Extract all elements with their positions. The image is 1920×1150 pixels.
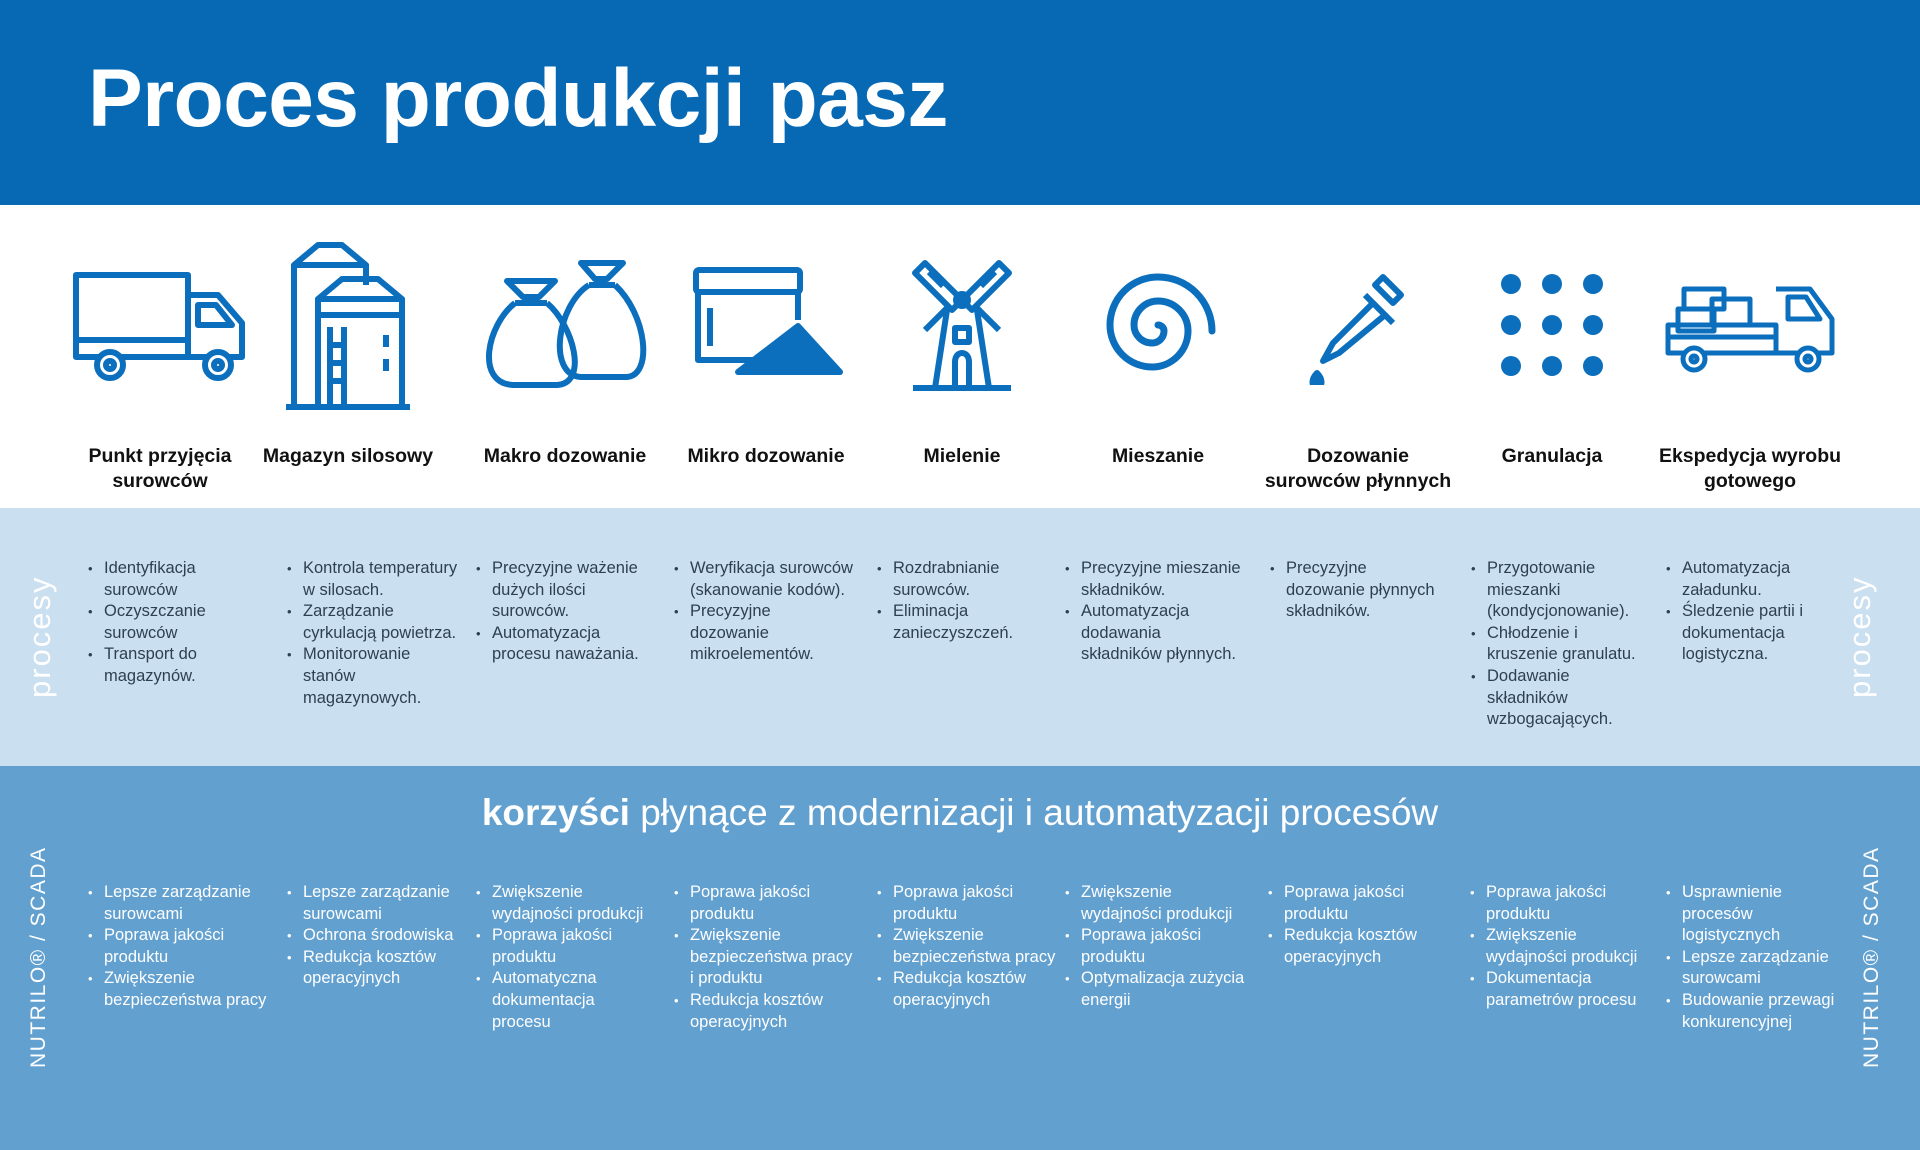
page-title: Proces produkcji pasz — [88, 53, 948, 144]
list-item: • Redukcja kosztów operacyjnych — [1268, 925, 1448, 968]
list-item: • Zwiększenie wydajności produkcji — [1470, 925, 1650, 968]
step-title: Dozowanie surowców płynnych — [1264, 445, 1452, 492]
procesy-list — [1471, 558, 1651, 731]
list-item: • Poprawa jakości produktu — [1065, 925, 1245, 968]
dropper-icon — [1260, 225, 1456, 425]
step-makro-dozowanie — [467, 205, 663, 508]
step-title: Granulacja — [1501, 445, 1603, 467]
benefits-heading-rest: płynące z modernizacji i automatyzacji procesów — [629, 792, 1439, 833]
list-item: • Weryfikacja surowców (skanowanie kodów). — [674, 558, 854, 601]
procesy-side-label-right: procesy — [1842, 575, 1877, 698]
step-ekspedycja — [1652, 205, 1848, 508]
nutrilo-side-label-left: NUTRILO® / SCADA — [27, 846, 50, 1068]
list-item: • Lepsze zarządzanie surowcami — [1666, 947, 1846, 990]
truck-icon — [62, 225, 258, 425]
list-item: • Monitorowanie stanów magazynowych. — [287, 644, 467, 709]
step-title: Mikro dozowanie — [687, 445, 845, 467]
benefits-heading-bold: korzyści — [481, 792, 630, 833]
sacks-icon — [467, 225, 663, 425]
list-item: • Rozdrabnianie surowców. — [877, 558, 1057, 601]
list-item: • Chłodzenie i kruszenie granulatu. — [1471, 623, 1651, 666]
list-item: • Precyzyjne mieszanie składników. — [1065, 558, 1245, 601]
step-mielenie — [864, 205, 1060, 508]
list-item: • Poprawa jakości produktu — [476, 925, 656, 968]
list-item: • Automatyczna dokumentacja procesu — [476, 968, 656, 1033]
benefits-section — [0, 766, 1920, 1150]
step-mieszanie — [1060, 205, 1256, 508]
step-dozowanie-plynnych — [1260, 205, 1456, 508]
step-mikro-dozowanie — [668, 205, 864, 508]
benefits-list — [1470, 882, 1650, 1012]
benefits-list — [1666, 882, 1846, 1033]
list-item: • Poprawa jakości produktu — [1470, 882, 1650, 925]
procesy-list — [877, 558, 1057, 644]
list-item: • Zwiększenie wydajności produkcji — [476, 882, 656, 925]
nutrilo-side-label-right: NUTRILO® / SCADA — [1860, 846, 1883, 1068]
benefits-list — [877, 882, 1057, 1012]
list-item: • Optymalizacja zużycia energii — [1065, 968, 1245, 1011]
list-item: • Lepsze zarządzanie surowcami — [287, 882, 467, 925]
list-item: • Poprawa jakości produktu — [88, 925, 268, 968]
procesy-side-label-left: procesy — [22, 575, 57, 698]
benefits-list — [674, 882, 854, 1033]
list-item: • Identyfikacja surowców — [88, 558, 268, 601]
procesy-list — [674, 558, 854, 666]
step-granulacja — [1454, 205, 1650, 508]
header-banner — [0, 0, 1920, 205]
step-punkt-przyjecia — [62, 205, 258, 508]
list-item: • Poprawa jakości produktu — [877, 882, 1057, 925]
step-title: Ekspedycja wyrobu gotowego — [1658, 445, 1842, 492]
step-title: Punkt przyjęcia surowców — [88, 445, 232, 492]
list-item: • Ochrona środowiska — [287, 925, 467, 947]
step-title: Mieszanie — [1111, 445, 1205, 467]
benefits-list — [88, 882, 268, 1012]
list-item: • Precyzyjne dozowanie płynnych składników. — [1270, 558, 1450, 623]
list-item: • Oczyszczanie surowców — [88, 601, 268, 644]
list-item: • Lepsze zarządzanie surowcami — [88, 882, 268, 925]
list-item: • Poprawa jakości produktu — [674, 882, 854, 925]
list-item: • Śledzenie partii i dokumentacja logistyczna. — [1666, 601, 1846, 666]
list-item: • Zwiększenie bezpieczeństwa pracy — [88, 968, 268, 1011]
list-item: • Redukcja kosztów operacyjnych — [877, 968, 1057, 1011]
list-item: • Zwiększenie bezpieczeństwa pracy — [877, 925, 1057, 968]
procesy-list — [287, 558, 467, 709]
procesy-list — [1666, 558, 1846, 666]
benefits-list — [1268, 882, 1448, 968]
list-item: • Redukcja kosztów operacyjnych — [287, 947, 467, 990]
benefits-heading — [0, 792, 1920, 834]
list-item: • Precyzyjne ważenie dużych ilości surowców. — [476, 558, 656, 623]
spiral-icon — [1060, 225, 1256, 425]
procesy-list — [1270, 558, 1450, 623]
list-item: • Przygotowanie mieszanki (kondycjonowanie). — [1471, 558, 1651, 623]
list-item: • Kontrola temperatury w silosach. — [287, 558, 467, 601]
silo-icon — [250, 225, 446, 425]
list-item: • Automatyzacja dodawania składników płynnych. — [1065, 601, 1245, 666]
process-steps-row — [0, 205, 1920, 508]
list-item: • Dodawanie składników wzbogacających. — [1471, 666, 1651, 731]
procesy-list — [88, 558, 268, 688]
step-title: Makro dozowanie — [483, 445, 647, 467]
delivery-truck-icon — [1652, 225, 1848, 425]
benefits-list — [1065, 882, 1245, 1012]
procesy-list — [1065, 558, 1245, 666]
jar-powder-icon — [668, 225, 864, 425]
list-item: • Automatyzacja załadunku. — [1666, 558, 1846, 601]
windmill-icon — [864, 225, 1060, 425]
list-item: • Poprawa jakości produktu — [1268, 882, 1448, 925]
dots-grid-icon — [1454, 225, 1650, 425]
list-item: • Precyzyjne dozowanie mikroelementów. — [674, 601, 854, 666]
procesy-list — [476, 558, 656, 666]
step-magazyn-silosowy — [250, 205, 446, 508]
step-title: Mielenie — [923, 445, 1001, 467]
list-item: • Dokumentacja parametrów procesu — [1470, 968, 1650, 1011]
procesy-section — [0, 508, 1920, 766]
list-item: • Transport do magazynów. — [88, 644, 268, 687]
list-item: • Usprawnienie procesów logistycznych — [1666, 882, 1846, 947]
benefits-list — [287, 882, 467, 990]
list-item: • Zwiększenie wydajności produkcji — [1065, 882, 1245, 925]
benefits-list — [476, 882, 656, 1033]
list-item: • Zarządzanie cyrkulacją powietrza. — [287, 601, 467, 644]
list-item: • Automatyzacja procesu naważania. — [476, 623, 656, 666]
list-item: • Eliminacja zanieczyszczeń. — [877, 601, 1057, 644]
list-item: • Budowanie przewagi konkurencyjnej — [1666, 990, 1846, 1033]
list-item: • Redukcja kosztów operacyjnych — [674, 990, 854, 1033]
list-item: • Zwiększenie bezpieczeństwa pracy i produktu — [674, 925, 854, 990]
step-title: Magazyn silosowy — [262, 445, 434, 467]
